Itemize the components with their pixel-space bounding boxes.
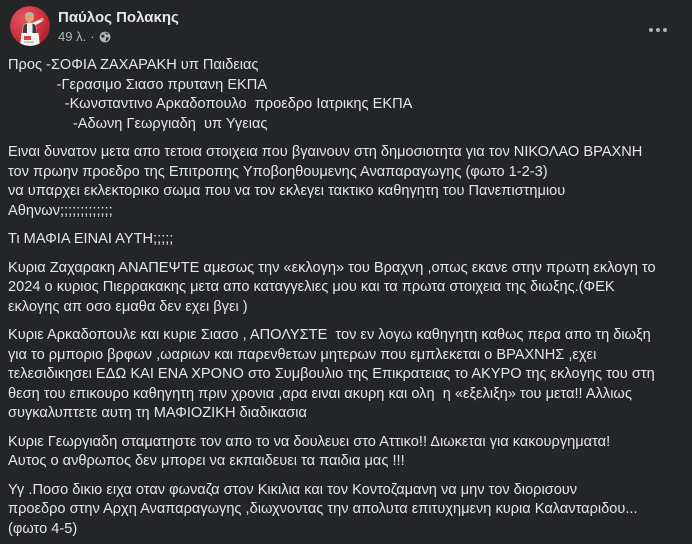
post-text-line: προεδρο στην Αρχη Αναπαραγωγης ,διωχνοντας την απολυτα επιτυχημενη κυρια Καλανταριδου... — [8, 501, 638, 517]
author-name[interactable]: Παύλος Πολακης — [58, 9, 179, 26]
post-text-line: θεση του επικουρο καθηγητη πριν χρονια ,αρα ειναι ακυρη και ολη η «εξελιξη» του μετα!! Αλλιως — [8, 385, 632, 402]
post-text-line: -Κωνσταντινο Αρκαδοπουλο προεδρο Ιατρικης ΕΚΠΑ — [8, 96, 413, 112]
post-paragraph — [8, 56, 684, 134]
post-text-line: Ειναι δυνατον μετα απο τετοια στοιχεια που βγαινουν στη δημοσιοτητα για τον ΝΙΚΟΛΑΟ ΒΡΑΧΝΗ — [8, 144, 643, 160]
ellipsis-icon — [656, 28, 660, 32]
post-text-line: εκλογης απ οσο εμαθα δεν εχει βγει ) — [8, 298, 248, 315]
meta-separator: · — [90, 29, 95, 44]
post-paragraph — [8, 433, 684, 472]
post-text-line: Τι ΜΑΦΙΑ ΕΙΝΑΙ ΑΥΤΗ;;;;; — [8, 231, 174, 247]
post-text-line: -Γερασιμο Σιασο πρυτανη ΕΚΠΑ — [8, 76, 268, 93]
post-paragraph — [8, 481, 684, 540]
post-text-line: Κυριε Γεωργιαδη σταματηστε τον απο το να δουλευει στο Αττικο!! Διωκεται για κακουργηματα! — [8, 433, 611, 450]
post-text-line: (φωτο 4-5) — [8, 520, 78, 537]
post-body-text — [8, 56, 684, 539]
post-text-line: Αθηνων;;;;;;;;;;;;; — [8, 202, 113, 219]
post-text-line: -Αδωνη Γεωργιαδη υπ Υγειας — [8, 115, 268, 132]
post-options-button[interactable] — [642, 16, 674, 44]
post-text-line: τον πρωην προεδρο της Επιτροπης Υποβοηθουμενης Αναπαραγωγης (φωτο 1-2-3) — [8, 163, 548, 180]
ellipsis-icon — [649, 28, 653, 32]
post-text-line: Αυτος ο ανθρωπος δεν μπορει να εκπαιδευει τα παιδια μας !!! — [8, 453, 405, 469]
globe-icon — [99, 31, 111, 43]
post-text-line: Κυρια Ζαχαρακη ΑΝΑΠΕΨΤΕ αμεσως την «εκλογη» του Βραχνη ,οπως εκανε στην πρωτη εκλογη το — [8, 259, 656, 276]
author-avatar[interactable] — [10, 6, 50, 46]
post-paragraph — [8, 230, 684, 250]
post-text-line: 2024 ο κυριος Πιερρακακης μετα απο καταγγελιες μου και τα πρωτα στοιχεια της διωξης.(ΦΕΚ — [8, 279, 615, 295]
post-timestamp[interactable]: 49 λ. — [58, 29, 87, 44]
post-meta-row — [58, 29, 179, 45]
header-meta — [58, 6, 179, 45]
post-text-line: τελεσιδικησει ΕΔΩ ΚΑΙ ΕΝΑ ΧΡΟΝΟ στο Συμβουλιο της Επικρατειας το ΑΚΥΡΟ της εκλογης του στη — [8, 366, 655, 382]
post-header — [8, 6, 684, 46]
post-text-line: Κυριε Αρκαδοπουλε και κυριε Σιασο , ΑΠΟΛΥΣΤΕ τον εν λογω καθηγητη καθως περα απο τη διωξη — [8, 327, 651, 343]
post-text-line: Προς -ΣΟΦΙΑ ΖΑΧΑΡΑΚΗ υπ Παιδειας — [8, 57, 259, 73]
post-paragraph — [8, 143, 684, 221]
post-paragraph — [8, 259, 684, 318]
post-text-line: να υπαρχει εκλεκτορικο σωμα που να τον εκλεγει τακτικο καθηγητη του Πανεπιστημιου — [8, 183, 566, 199]
post-text-line: για το ρμποριο βρφων ,ωαριων και παρενθετων μητερων που εμπλεκεται ο ΒΡΑΧΝΗΣ ,εχει — [8, 346, 597, 363]
avatar-illustration — [10, 6, 50, 46]
post-text-line: Υγ .Ποσο δικιο ειχα οταν φωναζα στον Κικιλια και τον Κοντοζαμανη να μην τον διορισουν — [8, 481, 578, 498]
post-paragraph — [8, 326, 684, 424]
post-text-line: συγκαλυπτετε αυτη τη ΜΑΦΙΟΖΙΚΗ διαδικασια — [8, 405, 307, 421]
ellipsis-icon — [663, 28, 667, 32]
